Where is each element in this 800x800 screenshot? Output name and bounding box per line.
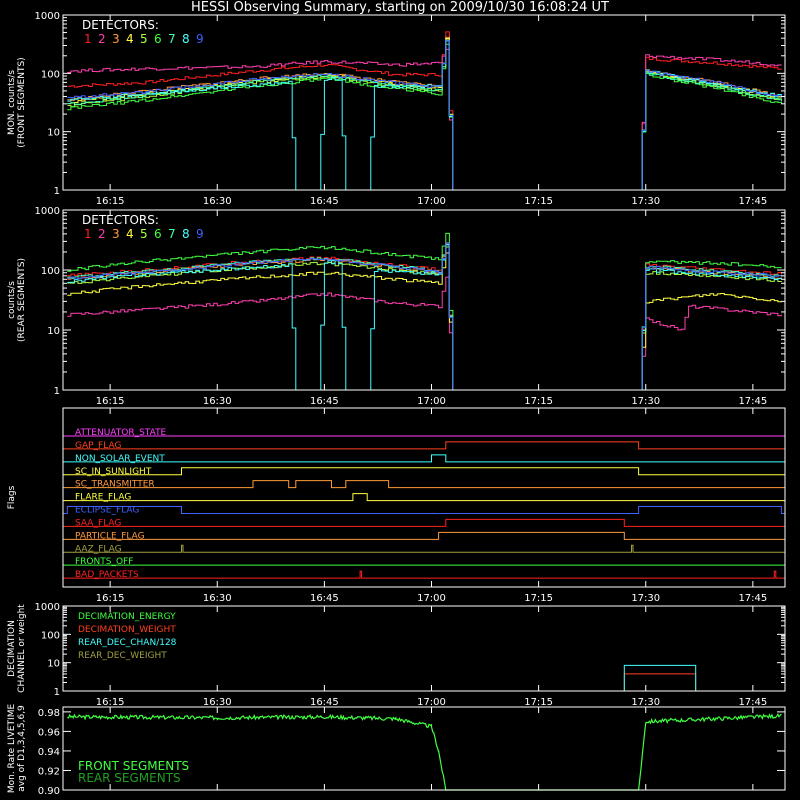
livetime-ylabel-line: Mon. Rate LIVETIME	[7, 703, 17, 794]
front-ytick-label: 1	[53, 186, 60, 197]
rear-xtick-label: 16:45	[309, 396, 339, 407]
front-xtick-label: 17:15	[524, 196, 554, 207]
livetime-legend-rear: REAR SEGMENTS	[78, 771, 181, 785]
decimation-ytick-label: 10	[47, 658, 60, 670]
front-ylabel	[7, 57, 27, 147]
rear-ylabel	[7, 258, 27, 342]
livetime-ytick-label: 0.94	[37, 746, 60, 758]
rear-series-1	[67, 243, 781, 390]
rear-series-9	[67, 243, 781, 390]
livetime-ytick-label: 0.96	[37, 727, 60, 739]
flag-label-gap_flag: GAP_FLAG	[75, 440, 122, 451]
flags-xtick-label: 17:45	[738, 593, 768, 604]
flag-line-sc_transmitter	[63, 481, 785, 488]
flag-label-particle_flag: PARTICLE_FLAG	[75, 531, 145, 542]
rear-legend-8: 8	[182, 227, 190, 241]
rear-ytick-label: 1000	[34, 206, 60, 217]
decimation-legend-0: DECIMATION_ENERGY	[78, 612, 176, 622]
rear-ylabel-line: counts/s	[7, 281, 17, 319]
rear-xtick-label: 17:45	[738, 396, 768, 407]
decimation-legend-3: REAR_DEC_WEIGHT	[78, 651, 167, 661]
decimation-xtick-label: 17:45	[738, 697, 768, 708]
flag-line-flare_flag	[63, 494, 785, 501]
front-legend-title: DETECTORS:	[82, 18, 159, 32]
rear-legend-1: 1	[84, 227, 92, 241]
front-legend-4: 4	[126, 32, 134, 46]
flags-ylabel-line: Flags	[7, 485, 17, 510]
decimation-ylabel-line: CHANNEL or weight	[17, 604, 27, 693]
decimation-xtick-label: 17:15	[524, 697, 554, 708]
front-legend-5: 5	[140, 32, 148, 46]
flag-label-flare_flag: FLARE_FLAG	[75, 492, 132, 503]
flag-line-particle_flag	[63, 531, 785, 542]
flag-label-sc_in_sunlight: SC_IN_SUNLIGHT	[75, 466, 152, 477]
decimation-series-1	[67, 674, 781, 691]
rear-legend-3: 3	[112, 227, 120, 241]
decimation-ytick-label: 100	[40, 630, 60, 642]
front-xtick-label: 17:30	[631, 196, 661, 207]
flags-xtick-label: 16:15	[95, 593, 125, 604]
rear-xtick-label: 17:15	[524, 396, 554, 407]
flag-line-eclipse_flag	[63, 507, 785, 514]
flag-label-eclipse_flag: ECLIPSE_FLAG	[75, 505, 140, 516]
flags-xtick-label: 16:30	[202, 593, 232, 604]
flag-line-aaz_flag	[63, 544, 785, 555]
front-legend-3: 3	[112, 32, 120, 46]
front-legend-6: 6	[154, 32, 162, 46]
flag-label-attenuator_state: ATTENUATOR_STATE	[75, 428, 167, 438]
rear-ytick-label: 10	[47, 326, 60, 337]
front-ylabel-line: (FRONT SEGMENTS)	[17, 57, 27, 148]
decimation-xtick-label: 16:45	[309, 697, 339, 708]
decimation-legend-1: DECIMATION_WEIGHT	[78, 625, 176, 635]
decimation-legend-2: REAR_DEC_CHAN/128	[78, 638, 177, 648]
rear-legend-6: 6	[154, 227, 162, 241]
livetime-ytick-label: 0.90	[37, 786, 60, 797]
rear-legend-4: 4	[126, 227, 134, 241]
flag-label-aaz_flag: AAZ_FLAG	[75, 544, 122, 555]
flag-label-bad_packets: BAD_PACKETS	[75, 570, 139, 581]
flag-label-fronts_off: FRONTS_OFF	[75, 557, 134, 568]
rear-legend-5: 5	[140, 227, 148, 241]
decimation-xtick-label: 17:00	[417, 697, 446, 708]
plot-title: HESSI Observing Summary, starting on 2009/10/30 16:08:24 UT	[191, 0, 609, 15]
decimation-xtick-label: 16:15	[95, 697, 125, 708]
front-series-5	[67, 40, 781, 190]
flag-line-gap_flag	[63, 442, 785, 449]
flag-line-sc_in_sunlight	[63, 468, 785, 475]
front-series-6	[67, 44, 781, 190]
front-xtick-label: 16:30	[202, 196, 232, 207]
front-xtick-label: 17:00	[417, 196, 446, 207]
rear-ytick-label: 100	[40, 266, 60, 277]
livetime-ytick-label: 0.98	[37, 707, 60, 719]
flag-label-non_solar_event: NON_SOLAR_EVENT	[75, 453, 165, 464]
front-series-2	[67, 49, 781, 190]
flag-line-non_solar_event	[63, 455, 785, 462]
front-xtick-label: 17:45	[738, 196, 768, 207]
rear-series-6	[67, 233, 781, 390]
rear-xtick-label: 17:30	[631, 396, 661, 407]
rear-xtick-label: 16:30	[202, 396, 232, 407]
rear-xtick-label: 16:15	[95, 396, 125, 407]
flags-ylabel	[7, 485, 17, 509]
decimation-xtick-label: 16:30	[202, 697, 232, 708]
livetime-legend-front: FRONT SEGMENTS	[78, 759, 190, 773]
flags-xtick-label: 17:15	[524, 593, 554, 604]
rear-legend-title: DETECTORS:	[82, 213, 159, 227]
front-legend-7: 7	[168, 32, 176, 46]
front-series-4	[67, 39, 781, 191]
decimation-ylabel	[7, 604, 27, 693]
flag-line-bad_packets	[63, 570, 785, 581]
front-series-9	[67, 40, 781, 190]
rear-series-2	[67, 277, 781, 390]
rear-series-7	[67, 243, 781, 390]
front-legend-9: 9	[196, 32, 204, 46]
flag-label-sc_transmitter: SC_TRANSMITTER	[75, 479, 155, 490]
rear-legend-9: 9	[196, 227, 204, 241]
front-xtick-label: 16:15	[95, 196, 125, 207]
front-legend-1: 1	[84, 32, 92, 46]
flags-xtick-label: 17:00	[417, 593, 446, 604]
decimation-ytick-label: 1000	[34, 602, 60, 613]
decimation-series-2	[67, 665, 781, 691]
front-ytick-label: 10	[47, 127, 60, 139]
livetime-ytick-label: 0.92	[37, 766, 60, 778]
rear-ytick-label: 1	[53, 386, 60, 397]
livetime-ylabel	[7, 704, 27, 794]
flags-xtick-label: 17:30	[631, 593, 661, 604]
rear-xtick-label: 17:00	[417, 396, 446, 407]
front-ytick-label: 1000	[34, 11, 60, 22]
rear-legend-2: 2	[98, 227, 106, 241]
front-xtick-label: 16:45	[309, 196, 339, 207]
decimation-ylabel-line: DECIMATION	[7, 620, 17, 677]
livetime-ylabel-line: avg of D1,3,4,5,6,9	[17, 705, 27, 792]
flag-line-saa_flag	[63, 518, 785, 529]
flags-frame	[63, 408, 785, 587]
rear-ylabel-line: (REAR SEGMENTS)	[17, 257, 27, 343]
flag-label-saa_flag: SAA_FLAG	[75, 518, 122, 529]
decimation-ytick-label: 1	[53, 687, 60, 698]
rear-legend-7: 7	[168, 227, 176, 241]
decimation-xtick-label: 17:30	[631, 697, 661, 708]
front-series-1	[67, 32, 781, 190]
flags-xtick-label: 16:45	[309, 593, 339, 604]
front-legend-2: 2	[98, 32, 106, 46]
front-ytick-label: 100	[40, 69, 60, 81]
front-legend-8: 8	[182, 32, 190, 46]
front-ylabel-line: MON. counts/s	[7, 69, 17, 136]
